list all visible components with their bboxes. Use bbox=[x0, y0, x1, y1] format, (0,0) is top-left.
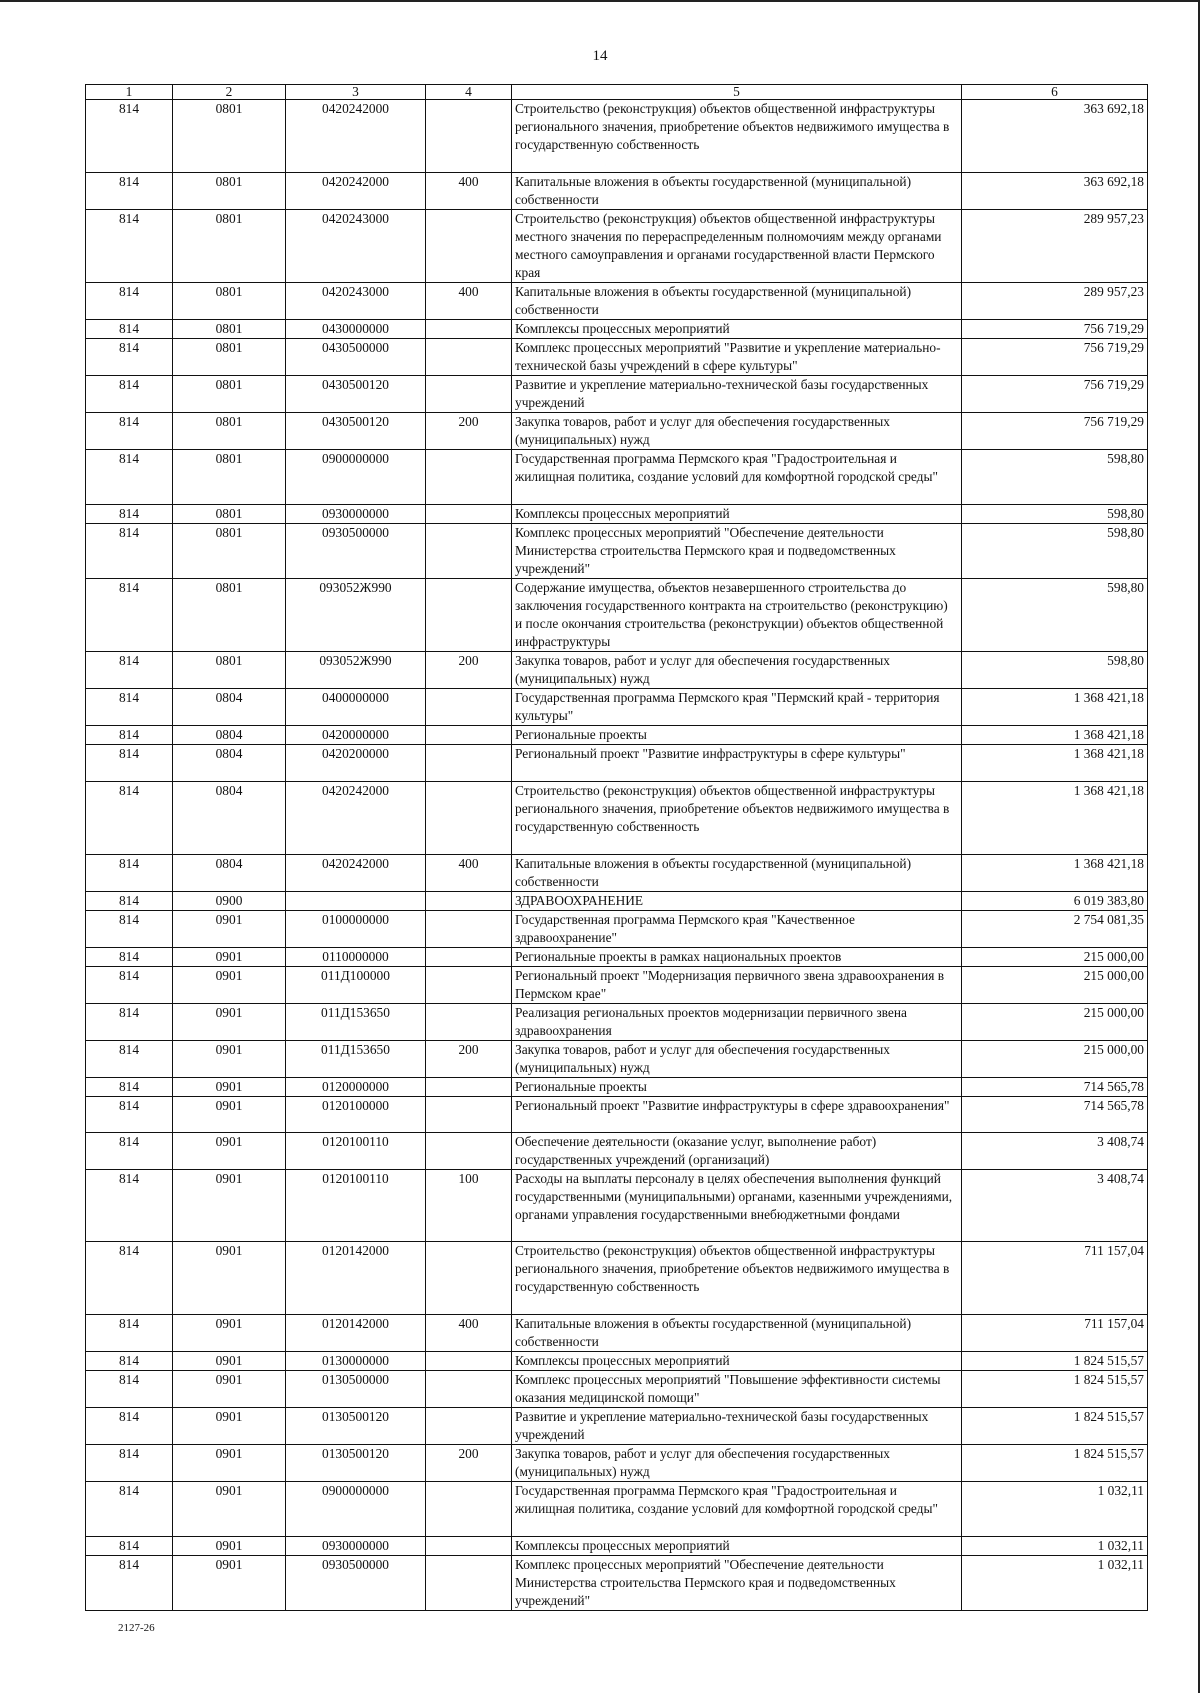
ministry-code-cell: 814 bbox=[86, 1078, 173, 1097]
section-code-cell: 0801 bbox=[173, 579, 286, 652]
description-cell: Закупка товаров, работ и услуг для обеспечения государственных (муниципальных) нужд bbox=[512, 413, 962, 450]
expense-type-cell bbox=[426, 1078, 512, 1097]
ministry-code-cell: 814 bbox=[86, 320, 173, 339]
table-row bbox=[86, 505, 1148, 524]
expense-type-cell bbox=[426, 1482, 512, 1537]
ministry-code-cell: 814 bbox=[86, 911, 173, 948]
expense-type-cell bbox=[426, 1537, 512, 1556]
description-cell: Комплекс процессных мероприятий "Обеспечение деятельности Министерства строительства Пермского края и подведомственных учреждений" bbox=[512, 524, 962, 579]
column-header-4: 4 bbox=[426, 85, 512, 100]
target-article-cell: 0120000000 bbox=[286, 1078, 426, 1097]
amount-cell: 598,80 bbox=[962, 505, 1148, 524]
target-article-cell: 0930000000 bbox=[286, 505, 426, 524]
table-row bbox=[86, 320, 1148, 339]
table-row bbox=[86, 1556, 1148, 1611]
table-row bbox=[86, 1078, 1148, 1097]
ministry-code-cell: 814 bbox=[86, 1445, 173, 1482]
ministry-code-cell: 814 bbox=[86, 283, 173, 320]
description-cell: Комплексы процессных мероприятий bbox=[512, 505, 962, 524]
expense-type-cell bbox=[426, 726, 512, 745]
amount-cell: 289 957,23 bbox=[962, 283, 1148, 320]
table-row bbox=[86, 1097, 1148, 1133]
section-code-cell: 0901 bbox=[173, 1556, 286, 1611]
description-cell: Строительство (реконструкция) объектов общественной инфраструктуры местного значения по перераспределенным полномочиям между органами местного самоуправления и органами государственной власти Пермского края bbox=[512, 210, 962, 283]
section-code-cell: 0901 bbox=[173, 1482, 286, 1537]
amount-cell: 714 565,78 bbox=[962, 1078, 1148, 1097]
page-number: 14 bbox=[592, 48, 608, 64]
budget-table bbox=[85, 84, 1148, 1611]
expense-type-cell bbox=[426, 1408, 512, 1445]
table-body bbox=[86, 100, 1148, 1611]
amount-cell: 1 824 515,57 bbox=[962, 1445, 1148, 1482]
section-code-cell: 0801 bbox=[173, 505, 286, 524]
ministry-code-cell: 814 bbox=[86, 1315, 173, 1352]
expense-type-cell bbox=[426, 320, 512, 339]
amount-cell: 215 000,00 bbox=[962, 1041, 1148, 1078]
table-row bbox=[86, 782, 1148, 855]
ministry-code-cell: 814 bbox=[86, 1133, 173, 1170]
description-cell: Реализация региональных проектов модернизации первичного звена здравоохранения bbox=[512, 1004, 962, 1041]
expense-type-cell bbox=[426, 1371, 512, 1408]
table-row bbox=[86, 726, 1148, 745]
target-article-cell: 093052Ж990 bbox=[286, 652, 426, 689]
target-article-cell: 0420242000 bbox=[286, 100, 426, 173]
target-article-cell: 0930500000 bbox=[286, 524, 426, 579]
expense-type-cell: 200 bbox=[426, 652, 512, 689]
ministry-code-cell: 814 bbox=[86, 1097, 173, 1133]
target-article-cell: 011Д153650 bbox=[286, 1004, 426, 1041]
section-code-cell: 0901 bbox=[173, 1170, 286, 1242]
section-code-cell: 0801 bbox=[173, 450, 286, 505]
section-code-cell: 0801 bbox=[173, 524, 286, 579]
table-row bbox=[86, 911, 1148, 948]
ministry-code-cell: 814 bbox=[86, 376, 173, 413]
table-row bbox=[86, 1352, 1148, 1371]
column-header-1: 1 bbox=[86, 85, 173, 100]
amount-cell: 756 719,29 bbox=[962, 339, 1148, 376]
expense-type-cell bbox=[426, 505, 512, 524]
ministry-code-cell: 814 bbox=[86, 1041, 173, 1078]
expense-type-cell: 400 bbox=[426, 1315, 512, 1352]
description-cell: Капитальные вложения в объекты государственной (муниципальной) собственности bbox=[512, 855, 962, 892]
section-code-cell: 0900 bbox=[173, 892, 286, 911]
amount-cell: 363 692,18 bbox=[962, 173, 1148, 210]
table-row bbox=[86, 855, 1148, 892]
ministry-code-cell: 814 bbox=[86, 524, 173, 579]
table-row bbox=[86, 1170, 1148, 1242]
expense-type-cell bbox=[426, 1097, 512, 1133]
table-row bbox=[86, 1242, 1148, 1315]
ministry-code-cell: 814 bbox=[86, 652, 173, 689]
description-cell: Капитальные вложения в объекты государственной (муниципальной) собственности bbox=[512, 1315, 962, 1352]
amount-cell: 598,80 bbox=[962, 652, 1148, 689]
description-cell: Строительство (реконструкция) объектов общественной инфраструктуры регионального значения, приобретение объектов недвижимого имущества в государственную собственность bbox=[512, 782, 962, 855]
description-cell: Обеспечение деятельности (оказание услуг, выполнение работ) государственных учреждений (организаций) bbox=[512, 1133, 962, 1170]
ministry-code-cell: 814 bbox=[86, 100, 173, 173]
expense-type-cell: 200 bbox=[426, 1445, 512, 1482]
ministry-code-cell: 814 bbox=[86, 450, 173, 505]
description-cell: Региональные проекты bbox=[512, 1078, 962, 1097]
expense-type-cell bbox=[426, 1352, 512, 1371]
amount-cell: 1 368 421,18 bbox=[962, 745, 1148, 782]
table-row bbox=[86, 948, 1148, 967]
ministry-code-cell: 814 bbox=[86, 1242, 173, 1315]
target-article-cell: 0900000000 bbox=[286, 450, 426, 505]
section-code-cell: 0901 bbox=[173, 1408, 286, 1445]
description-cell: Государственная программа Пермского края "Качественное здравоохранение" bbox=[512, 911, 962, 948]
amount-cell: 2 754 081,35 bbox=[962, 911, 1148, 948]
target-article-cell: 0130000000 bbox=[286, 1352, 426, 1371]
section-code-cell: 0901 bbox=[173, 1097, 286, 1133]
expense-type-cell bbox=[426, 892, 512, 911]
ministry-code-cell: 814 bbox=[86, 726, 173, 745]
table-row bbox=[86, 1482, 1148, 1537]
description-cell: Строительство (реконструкция) объектов общественной инфраструктуры регионального значения, приобретение объектов недвижимого имущества в государственную собственность bbox=[512, 1242, 962, 1315]
table-row bbox=[86, 1133, 1148, 1170]
expense-type-cell bbox=[426, 100, 512, 173]
expense-type-cell: 400 bbox=[426, 283, 512, 320]
table-row bbox=[86, 1408, 1148, 1445]
section-code-cell: 0801 bbox=[173, 652, 286, 689]
table-row bbox=[86, 1445, 1148, 1482]
amount-cell: 598,80 bbox=[962, 450, 1148, 505]
description-cell: Комплекс процессных мероприятий "Обеспечение деятельности Министерства строительства Пермского края и подведомственных учреждений" bbox=[512, 1556, 962, 1611]
section-code-cell: 0901 bbox=[173, 1004, 286, 1041]
section-code-cell: 0801 bbox=[173, 100, 286, 173]
expense-type-cell bbox=[426, 339, 512, 376]
target-article-cell: 0430500120 bbox=[286, 376, 426, 413]
description-cell: Региональный проект "Развитие инфраструктуры в сфере здравоохранения" bbox=[512, 1097, 962, 1133]
amount-cell: 3 408,74 bbox=[962, 1170, 1148, 1242]
section-code-cell: 0801 bbox=[173, 173, 286, 210]
expense-type-cell bbox=[426, 967, 512, 1004]
expense-type-cell bbox=[426, 1556, 512, 1611]
section-code-cell: 0801 bbox=[173, 210, 286, 283]
table-row bbox=[86, 1004, 1148, 1041]
table-row bbox=[86, 745, 1148, 782]
ministry-code-cell: 814 bbox=[86, 855, 173, 892]
section-code-cell: 0901 bbox=[173, 1352, 286, 1371]
ministry-code-cell: 814 bbox=[86, 505, 173, 524]
target-article-cell: 0130500120 bbox=[286, 1408, 426, 1445]
expense-type-cell bbox=[426, 689, 512, 726]
section-code-cell: 0804 bbox=[173, 745, 286, 782]
ministry-code-cell: 814 bbox=[86, 1352, 173, 1371]
ministry-code-cell: 814 bbox=[86, 1408, 173, 1445]
expense-type-cell bbox=[426, 210, 512, 283]
ministry-code-cell: 814 bbox=[86, 210, 173, 283]
expense-type-cell bbox=[426, 579, 512, 652]
amount-cell: 1 032,11 bbox=[962, 1482, 1148, 1537]
target-article-cell: 0120100000 bbox=[286, 1097, 426, 1133]
target-article-cell: 0930000000 bbox=[286, 1537, 426, 1556]
table-row bbox=[86, 967, 1148, 1004]
ministry-code-cell: 814 bbox=[86, 1170, 173, 1242]
description-cell: Комплекс процессных мероприятий "Развитие и укрепление материально-технической базы учреждений в сфере культуры" bbox=[512, 339, 962, 376]
section-code-cell: 0804 bbox=[173, 782, 286, 855]
target-article-cell: 0120100110 bbox=[286, 1133, 426, 1170]
section-code-cell: 0801 bbox=[173, 339, 286, 376]
section-code-cell: 0801 bbox=[173, 320, 286, 339]
column-header-3: 3 bbox=[286, 85, 426, 100]
amount-cell: 6 019 383,80 bbox=[962, 892, 1148, 911]
expense-type-cell bbox=[426, 376, 512, 413]
description-cell: Содержание имущества, объектов незавершенного строительства до заключения государственного контракта на строительство (реконструкцию) и после окончания строительства (реконструкции) объектов общественной инфраструктуры bbox=[512, 579, 962, 652]
expense-type-cell bbox=[426, 782, 512, 855]
table-row bbox=[86, 652, 1148, 689]
expense-type-cell: 400 bbox=[426, 855, 512, 892]
header-row bbox=[86, 85, 1148, 100]
ministry-code-cell: 814 bbox=[86, 1004, 173, 1041]
expense-type-cell bbox=[426, 911, 512, 948]
target-article-cell: 0100000000 bbox=[286, 911, 426, 948]
ministry-code-cell: 814 bbox=[86, 745, 173, 782]
ministry-code-cell: 814 bbox=[86, 413, 173, 450]
amount-cell: 1 368 421,18 bbox=[962, 689, 1148, 726]
ministry-code-cell: 814 bbox=[86, 173, 173, 210]
description-cell: Строительство (реконструкция) объектов общественной инфраструктуры регионального значения, приобретение объектов недвижимого имущества в государственную собственность bbox=[512, 100, 962, 173]
description-cell: Комплексы процессных мероприятий bbox=[512, 1537, 962, 1556]
description-cell: Комплекс процессных мероприятий "Повышение эффективности системы оказания медицинской помощи" bbox=[512, 1371, 962, 1408]
expense-type-cell: 400 bbox=[426, 173, 512, 210]
amount-cell: 1 824 515,57 bbox=[962, 1371, 1148, 1408]
section-code-cell: 0901 bbox=[173, 1078, 286, 1097]
expense-type-cell: 100 bbox=[426, 1170, 512, 1242]
expense-type-cell bbox=[426, 450, 512, 505]
table-row bbox=[86, 210, 1148, 283]
section-code-cell: 0901 bbox=[173, 1133, 286, 1170]
table-row bbox=[86, 1315, 1148, 1352]
target-article-cell: 0130500120 bbox=[286, 1445, 426, 1482]
target-article-cell: 011Д100000 bbox=[286, 967, 426, 1004]
amount-cell: 1 368 421,18 bbox=[962, 726, 1148, 745]
table-row bbox=[86, 339, 1148, 376]
amount-cell: 1 032,11 bbox=[962, 1537, 1148, 1556]
amount-cell: 756 719,29 bbox=[962, 413, 1148, 450]
amount-cell: 1 368 421,18 bbox=[962, 855, 1148, 892]
description-cell: Региональный проект "Модернизация первичного звена здравоохранения в Пермском крае" bbox=[512, 967, 962, 1004]
column-header-6: 6 bbox=[962, 85, 1148, 100]
amount-cell: 756 719,29 bbox=[962, 320, 1148, 339]
description-cell: Комплексы процессных мероприятий bbox=[512, 320, 962, 339]
expense-type-cell bbox=[426, 1242, 512, 1315]
description-cell: Региональный проект "Развитие инфраструктуры в сфере культуры" bbox=[512, 745, 962, 782]
target-article-cell: 0420242000 bbox=[286, 173, 426, 210]
description-cell: Комплексы процессных мероприятий bbox=[512, 1352, 962, 1371]
section-code-cell: 0901 bbox=[173, 1537, 286, 1556]
target-article-cell: 0420000000 bbox=[286, 726, 426, 745]
ministry-code-cell: 814 bbox=[86, 967, 173, 1004]
amount-cell: 1 368 421,18 bbox=[962, 782, 1148, 855]
description-cell: Развитие и укрепление материально-технической базы государственных учреждений bbox=[512, 1408, 962, 1445]
table-row bbox=[86, 689, 1148, 726]
target-article-cell: 0400000000 bbox=[286, 689, 426, 726]
table-row bbox=[86, 450, 1148, 505]
table-row bbox=[86, 100, 1148, 173]
target-article-cell bbox=[286, 892, 426, 911]
description-cell: Региональные проекты в рамках национальных проектов bbox=[512, 948, 962, 967]
amount-cell: 1 824 515,57 bbox=[962, 1352, 1148, 1371]
amount-cell: 711 157,04 bbox=[962, 1315, 1148, 1352]
ministry-code-cell: 814 bbox=[86, 948, 173, 967]
description-cell: Капитальные вложения в объекты государственной (муниципальной) собственности bbox=[512, 173, 962, 210]
ministry-code-cell: 814 bbox=[86, 1371, 173, 1408]
column-header-2: 2 bbox=[173, 85, 286, 100]
table-row bbox=[86, 1041, 1148, 1078]
amount-cell: 215 000,00 bbox=[962, 967, 1148, 1004]
description-cell: Закупка товаров, работ и услуг для обеспечения государственных (муниципальных) нужд bbox=[512, 1041, 962, 1078]
ministry-code-cell: 814 bbox=[86, 689, 173, 726]
expense-type-cell bbox=[426, 948, 512, 967]
ministry-code-cell: 814 bbox=[86, 1556, 173, 1611]
target-article-cell: 0930500000 bbox=[286, 1556, 426, 1611]
target-article-cell: 0420243000 bbox=[286, 210, 426, 283]
section-code-cell: 0901 bbox=[173, 1041, 286, 1078]
expense-type-cell: 200 bbox=[426, 413, 512, 450]
description-cell: Расходы на выплаты персоналу в целях обеспечения выполнения функций государственными (муниципальными) органами, казенными учреждениями, органами управления государственными внебюджетными фондами bbox=[512, 1170, 962, 1242]
target-article-cell: 0120100110 bbox=[286, 1170, 426, 1242]
target-article-cell: 0110000000 bbox=[286, 948, 426, 967]
section-code-cell: 0901 bbox=[173, 1315, 286, 1352]
ministry-code-cell: 814 bbox=[86, 782, 173, 855]
amount-cell: 711 157,04 bbox=[962, 1242, 1148, 1315]
amount-cell: 756 719,29 bbox=[962, 376, 1148, 413]
amount-cell: 1 824 515,57 bbox=[962, 1408, 1148, 1445]
target-article-cell: 0420242000 bbox=[286, 782, 426, 855]
expense-type-cell bbox=[426, 1004, 512, 1041]
section-code-cell: 0901 bbox=[173, 967, 286, 1004]
section-code-cell: 0901 bbox=[173, 1242, 286, 1315]
description-cell: Государственная программа Пермского края "Градостроительная и жилищная политика, создание условий для комфортной городской среды" bbox=[512, 1482, 962, 1537]
amount-cell: 598,80 bbox=[962, 579, 1148, 652]
expense-type-cell bbox=[426, 524, 512, 579]
section-code-cell: 0804 bbox=[173, 726, 286, 745]
target-article-cell: 0120142000 bbox=[286, 1315, 426, 1352]
ministry-code-cell: 814 bbox=[86, 339, 173, 376]
section-code-cell: 0804 bbox=[173, 855, 286, 892]
section-code-cell: 0901 bbox=[173, 948, 286, 967]
amount-cell: 363 692,18 bbox=[962, 100, 1148, 173]
section-code-cell: 0801 bbox=[173, 413, 286, 450]
description-cell: Региональные проекты bbox=[512, 726, 962, 745]
amount-cell: 215 000,00 bbox=[962, 1004, 1148, 1041]
footer-code: 2127-26 bbox=[118, 1622, 155, 1634]
target-article-cell: 0420242000 bbox=[286, 855, 426, 892]
section-code-cell: 0901 bbox=[173, 1371, 286, 1408]
target-article-cell: 0420200000 bbox=[286, 745, 426, 782]
description-cell: ЗДРАВООХРАНЕНИЕ bbox=[512, 892, 962, 911]
target-article-cell: 0120142000 bbox=[286, 1242, 426, 1315]
target-article-cell: 093052Ж990 bbox=[286, 579, 426, 652]
description-cell: Закупка товаров, работ и услуг для обеспечения государственных (муниципальных) нужд bbox=[512, 652, 962, 689]
table-row bbox=[86, 283, 1148, 320]
description-cell: Капитальные вложения в объекты государственной (муниципальной) собственности bbox=[512, 283, 962, 320]
section-code-cell: 0901 bbox=[173, 911, 286, 948]
target-article-cell: 0900000000 bbox=[286, 1482, 426, 1537]
section-code-cell: 0801 bbox=[173, 283, 286, 320]
target-article-cell: 0430000000 bbox=[286, 320, 426, 339]
ministry-code-cell: 814 bbox=[86, 1537, 173, 1556]
table-row bbox=[86, 376, 1148, 413]
table-row bbox=[86, 173, 1148, 210]
description-cell: Закупка товаров, работ и услуг для обеспечения государственных (муниципальных) нужд bbox=[512, 1445, 962, 1482]
section-code-cell: 0804 bbox=[173, 689, 286, 726]
target-article-cell: 0420243000 bbox=[286, 283, 426, 320]
target-article-cell: 0130500000 bbox=[286, 1371, 426, 1408]
expense-type-cell bbox=[426, 745, 512, 782]
table-row bbox=[86, 1537, 1148, 1556]
description-cell: Государственная программа Пермского края "Градостроительная и жилищная политика, создание условий для комфортной городской среды" bbox=[512, 450, 962, 505]
table-row bbox=[86, 413, 1148, 450]
expense-type-cell: 200 bbox=[426, 1041, 512, 1078]
table-row bbox=[86, 892, 1148, 911]
ministry-code-cell: 814 bbox=[86, 579, 173, 652]
amount-cell: 598,80 bbox=[962, 524, 1148, 579]
amount-cell: 3 408,74 bbox=[962, 1133, 1148, 1170]
description-cell: Государственная программа Пермского края "Пермский край - территория культуры" bbox=[512, 689, 962, 726]
table-row bbox=[86, 1371, 1148, 1408]
amount-cell: 289 957,23 bbox=[962, 210, 1148, 283]
target-article-cell: 011Д153650 bbox=[286, 1041, 426, 1078]
section-code-cell: 0901 bbox=[173, 1445, 286, 1482]
ministry-code-cell: 814 bbox=[86, 892, 173, 911]
table-row bbox=[86, 579, 1148, 652]
description-cell: Развитие и укрепление материально-технической базы государственных учреждений bbox=[512, 376, 962, 413]
ministry-code-cell: 814 bbox=[86, 1482, 173, 1537]
expense-type-cell bbox=[426, 1133, 512, 1170]
target-article-cell: 0430500000 bbox=[286, 339, 426, 376]
target-article-cell: 0430500120 bbox=[286, 413, 426, 450]
amount-cell: 714 565,78 bbox=[962, 1097, 1148, 1133]
table-row bbox=[86, 524, 1148, 579]
section-code-cell: 0801 bbox=[173, 376, 286, 413]
amount-cell: 215 000,00 bbox=[962, 948, 1148, 967]
column-header-5: 5 bbox=[512, 85, 962, 100]
amount-cell: 1 032,11 bbox=[962, 1556, 1148, 1611]
